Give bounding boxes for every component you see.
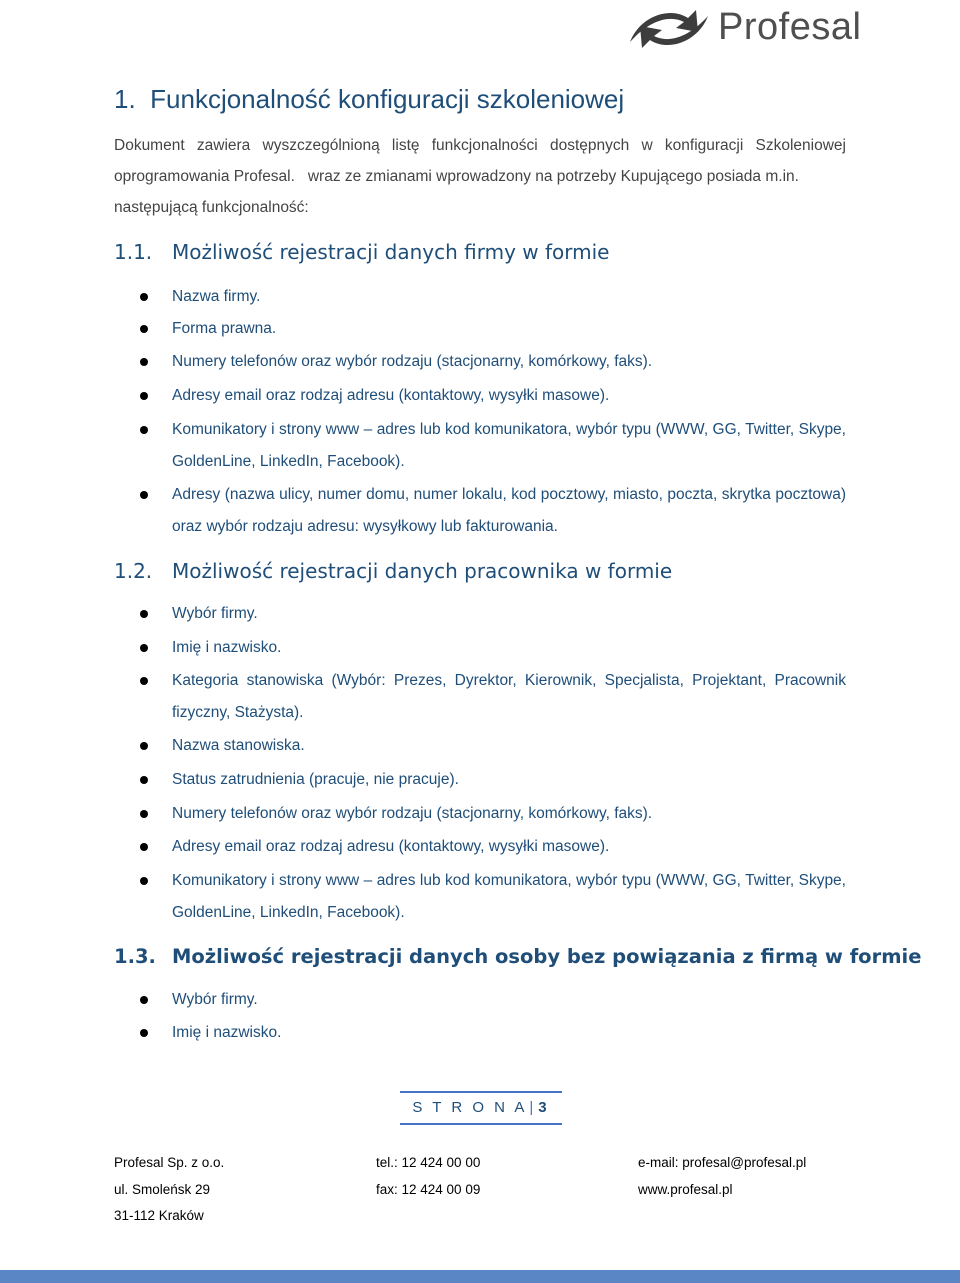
- bullet-icon: [140, 776, 148, 784]
- footer-city: 31-112 Kraków: [114, 1208, 204, 1223]
- list-item: Adresy (nazwa ulicy, numer domu, numer lokalu, kod pocztowy, miasto, poczta, skrytka pocztowa) oraz wybór rodzaju adresu: wysyłkowy lub fakturowania.: [172, 486, 846, 535]
- bullet-icon: [140, 392, 148, 400]
- bullet-icon: [140, 677, 148, 685]
- section-heading: [114, 945, 921, 968]
- bullet-icon: [140, 843, 148, 851]
- list-item: Nazwa firmy.: [172, 288, 261, 305]
- intro-paragraph: [114, 130, 846, 223]
- section-heading: [114, 240, 609, 264]
- intro-line-1: Dokument zawiera wyszczególnioną listę funkcjonalności dostępnych w konfiguracji Szkoleniowej: [114, 137, 846, 154]
- section-number: 1.2.: [114, 559, 153, 583]
- section-title: Możliwość rejestracji danych pracownika w formie: [172, 559, 673, 583]
- bullet-icon: [140, 325, 148, 333]
- bullet-icon: [140, 810, 148, 818]
- bullet-icon: [140, 742, 148, 750]
- bullet-icon: [140, 644, 148, 652]
- list-item: Forma prawna.: [172, 320, 277, 337]
- list-item: Numery telefonów oraz wybór rodzaju (stacjonarny, komórkowy, faks).: [172, 353, 653, 370]
- bullet-icon: [140, 358, 148, 366]
- list-item: Wybór firmy.: [172, 605, 258, 622]
- bullet-icon: [140, 1029, 148, 1037]
- bullet-icon: [140, 610, 148, 618]
- bullet-icon: [140, 877, 148, 885]
- bullet-icon: [140, 996, 148, 1004]
- page-title: [114, 84, 624, 115]
- footer-fax: fax: 12 424 00 09: [376, 1182, 481, 1197]
- footer-tel: tel.: 12 424 00 00: [376, 1155, 481, 1170]
- list-item: Komunikatory i strony www – adres lub kod komunikatora, wybór typu (WWW, GG, Twitter, Skype, GoldenLine, LinkedIn, Facebook).: [172, 872, 846, 921]
- section-number: 1.1.: [114, 240, 153, 264]
- footer-email: e-mail: profesal@profesal.pl: [638, 1155, 807, 1170]
- footer-bar: [0, 1270, 960, 1283]
- section-title: Możliwość rejestracji danych osoby bez powiązania z firmą w formie: [172, 945, 922, 968]
- footer-company: Profesal Sp. z o.o.: [114, 1155, 225, 1170]
- list-item: Imię i nazwisko.: [172, 639, 282, 656]
- bullet-icon: [140, 426, 148, 434]
- intro-line-3: następującą funkcjonalność:: [114, 199, 309, 216]
- bullet-icon: [140, 491, 148, 499]
- list-item: Kategoria stanowiska (Wybór: Prezes, Dyrektor, Kierownik, Specjalista, Projektant, Pracownik fizyczny, Stażysta).: [172, 672, 846, 721]
- logo-text: Profesal: [718, 6, 862, 48]
- page-separator: |: [529, 1099, 537, 1116]
- section-number: 1.3.: [114, 945, 156, 968]
- page-label: S T R O N A: [412, 1099, 528, 1116]
- list-item: Adresy email oraz rodzaj adresu (kontaktowy, wysyłki masowe).: [172, 838, 610, 855]
- profesal-swirl-logo-icon: [626, 2, 712, 56]
- footer-street: ul. Smoleńsk 29: [114, 1182, 211, 1197]
- list-item: Numery telefonów oraz wybór rodzaju (stacjonarny, komórkowy, faks).: [172, 805, 653, 822]
- list-item: Wybór firmy.: [172, 991, 258, 1008]
- list-item: Nazwa stanowiska.: [172, 737, 305, 754]
- section-heading: [114, 559, 672, 583]
- list-item: Status zatrudnienia (pracuje, nie pracuje).: [172, 771, 459, 788]
- page-number: 3: [538, 1099, 550, 1116]
- company-logo: [626, 2, 862, 56]
- intro-line-2: oprogramowania Profesal. wraz ze zmianami wprowadzony na potrzeby Kupującego posiada m.in.: [114, 168, 799, 185]
- page-title-number: 1.: [114, 84, 136, 114]
- page-number-box: [400, 1091, 562, 1125]
- page-title-text: Funkcjonalność konfiguracji szkoleniowej: [150, 84, 625, 114]
- list-item: Komunikatory i strony www – adres lub kod komunikatora, wybór typu (WWW, GG, Twitter, Skype, GoldenLine, LinkedIn, Facebook).: [172, 421, 846, 470]
- list-item: Imię i nazwisko.: [172, 1024, 282, 1041]
- bullet-icon: [140, 293, 148, 301]
- footer-website: www.profesal.pl: [638, 1182, 733, 1197]
- section-title: Możliwość rejestracji danych firmy w formie: [172, 240, 610, 264]
- list-item: Adresy email oraz rodzaj adresu (kontaktowy, wysyłki masowe).: [172, 387, 610, 404]
